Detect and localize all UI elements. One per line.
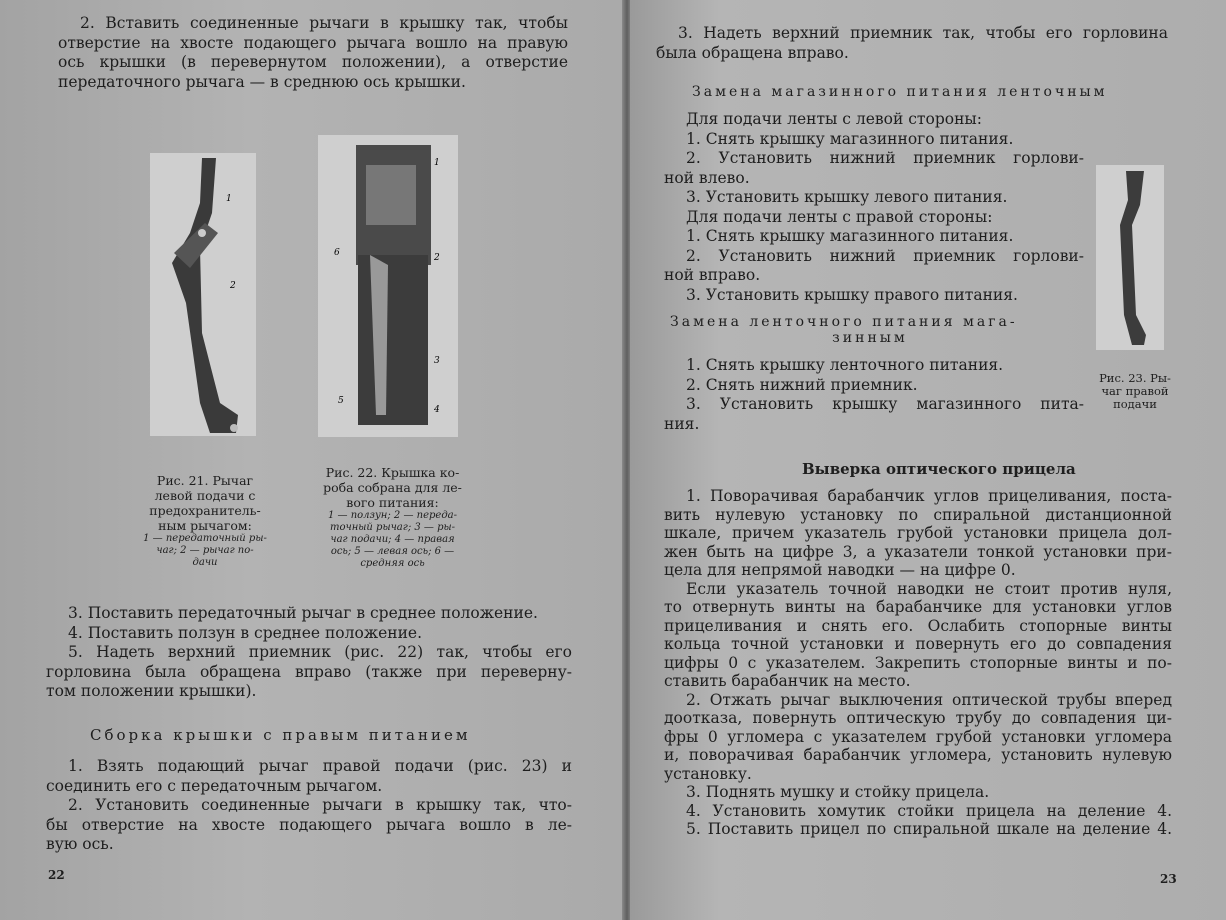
right-page (630, 0, 1226, 920)
text-line: горловина была обращена вправо (также при переверну- (46, 662, 572, 681)
figure-21-image (150, 153, 256, 436)
belt-to-magazine-steps (664, 356, 1084, 434)
text-line: ной вправо. (664, 266, 761, 284)
intro-paragraph (58, 14, 568, 92)
text-line: 1. Взять подающий рычаг правой подачи (рис. 23) и (68, 757, 572, 775)
legend-line: 1 — передаточный ры- (143, 533, 267, 544)
top-paragraph (656, 24, 1168, 63)
text-line: кольца точной установки и повернуть его до совпадения (664, 635, 1172, 653)
text-line: 5. Поставить прицел по спиральной шкале на деление 4. (686, 820, 1172, 838)
caption-line: Рис. 23. Ры- (1099, 371, 1171, 385)
text-line: 1. Поворачивая барабанчик углов прицеливания, поста- (686, 487, 1172, 505)
text-line: 2. Установить нижний приемник горлови- (686, 246, 1084, 265)
text-line: 3. Установить крышку левого питания. (686, 188, 1008, 206)
right-feed-lever-illustration (1096, 165, 1164, 350)
caption-line: Рис. 22. Крышка ко- (325, 465, 460, 480)
text-line: 3. Надеть верхний приемник так, чтобы его горловина (678, 24, 1168, 42)
page-number: 23 (1160, 872, 1177, 886)
legend-line: чаг подачи; 4 — правая (330, 534, 455, 545)
text-line: 3. Установить крышку правого питания. (686, 285, 1018, 304)
callout-label: 2 (230, 281, 236, 291)
optical-sight-alignment (664, 487, 1172, 839)
text-line: передаточного рычага — в среднюю ось крышки. (58, 72, 466, 91)
text-line: 3. Установить крышку магазинного пита- (686, 395, 1084, 413)
text-line: и, поворачивая барабанчик угломера, установить нулевую (664, 746, 1172, 764)
caption-line: подачи (1113, 397, 1157, 411)
text-line: ной влево. (664, 168, 750, 187)
text-line: 4. Установить хомутик стойки прицела на деление 4. (686, 801, 1172, 820)
caption-line: роба собрана для ле- (323, 480, 462, 495)
figure-22-caption (305, 465, 480, 570)
text-line: 2. Снять нижний приемник. (686, 375, 918, 394)
caption-line: ным рычагом: (158, 518, 252, 533)
text-line: вую ось. (46, 835, 114, 853)
text-line: 2. Установить нижний приемник горлови- (686, 149, 1084, 167)
text-line: цифры 0 с указателем. Закрепить стопорные винты и по- (664, 653, 1172, 672)
text-line: фры 0 угломера с указателем грубой установки угломера (664, 727, 1172, 746)
callout-label: 5 (338, 396, 344, 406)
steps-paragraph (46, 604, 572, 702)
text-line: ставить барабанчик на место. (664, 672, 911, 690)
text-line: Если указатель точной наводки не стоит против нуля, (686, 579, 1172, 598)
text-line: отверстие на хвосте подающего рычага вошло на правую (58, 33, 568, 52)
callout-label: 2 (434, 253, 440, 263)
page-number: 22 (48, 868, 65, 882)
text-line: цела для непрямой наводки — на цифре 0. (664, 561, 1016, 579)
text-line: 2. Установить соединенные рычаги в крышку так, что- (68, 796, 572, 814)
heading-line: Замена ленточного питания мага- (670, 314, 1018, 330)
callout-label: 1 (434, 158, 440, 168)
callout-label: 1 (226, 194, 232, 204)
lever-illustration (150, 153, 256, 436)
legend-line: 1 — ползун; 2 — переда- (327, 510, 457, 521)
cover-illustration (318, 135, 458, 437)
text-line: 1. Снять крышку ленточного питания. (686, 356, 1004, 374)
heading-line: зинным (832, 330, 908, 346)
assembly-paragraph (46, 757, 572, 855)
section-heading: Замена магазинного питания ленточным (692, 84, 1108, 100)
figure-21-caption (135, 473, 275, 569)
text-line: Для подачи ленты с левой стороны: (686, 110, 982, 128)
legend-line: чаг; 2 — рычаг по- (156, 545, 254, 556)
text-line: доотказа, повернуть оптическую трубу до совпадения ци- (664, 709, 1172, 727)
text-line: шкале, причем указатель грубой установки прицела дол- (664, 524, 1172, 542)
text-line: соединить его с передаточным рычагом. (46, 776, 383, 795)
caption-line: вого питания: (346, 495, 439, 510)
section-heading: Сборка крышки с правым питанием (90, 726, 471, 744)
caption-line: предохранитель- (149, 503, 261, 518)
callout-label: 4 (434, 405, 440, 415)
text-line: 4. Поставить ползун в среднее положение. (68, 623, 423, 642)
text-line: ния. (664, 414, 700, 433)
text-line: 2. Отжать рычаг выключения оптической трубы вперед (686, 690, 1172, 709)
section-heading (670, 314, 1070, 346)
section-heading: Выверка оптического прицела (802, 460, 1076, 478)
text-line: 5. Надеть верхний приемник (рис. 22) так, чтобы его (68, 643, 572, 661)
caption-line: левой подачи с (154, 488, 256, 503)
magazine-to-belt-steps (664, 110, 1084, 305)
text-line: была обращена вправо. (656, 43, 849, 62)
figure-23-caption (1090, 372, 1180, 411)
callout-label: 6 (334, 248, 340, 258)
text-line: жен быть на цифре 3, а указатели тонкой установки при- (664, 542, 1172, 561)
text-line: бы отверстие на хвосте подающего рычага вошло в ле- (46, 815, 572, 834)
text-line: прицеливания и снять его. Ослабить стопорные винты (664, 616, 1172, 635)
text-line: установку. (664, 764, 752, 783)
text-line: 3. Поднять мушку и стойку прицела. (686, 783, 990, 801)
legend-line: ось; 5 — левая ось; 6 — (330, 546, 455, 557)
text-line: 3. Поставить передаточный рычаг в среднее положение. (68, 604, 538, 622)
text-line: ось крышки (в перевернутом положении), а отверстие (58, 53, 568, 71)
legend-line: средняя ось (360, 558, 425, 569)
caption-line: чаг правой (1101, 384, 1169, 398)
text-line: вить нулевую установку по спиральной дистанционной (664, 505, 1172, 524)
figure-22-image (318, 135, 458, 437)
text-line: Для подачи ленты с правой стороны: (686, 207, 993, 226)
text-line: 1. Снять крышку магазинного питания. (686, 227, 1014, 245)
text-line: то отвернуть винты на барабанчике для установки углов (664, 598, 1172, 616)
legend-line: дачи (192, 557, 218, 568)
callout-label: 3 (434, 356, 440, 366)
text-line: том положении крышки). (46, 682, 257, 700)
text-line: 1. Снять крышку магазинного питания. (686, 129, 1014, 148)
caption-line: Рис. 21. Рычаг (156, 473, 254, 488)
legend-line: точный рычаг; 3 — ры- (329, 522, 456, 533)
text-line: 2. Вставить соединенные рычаги в крышку так, чтобы (80, 14, 568, 32)
figure-23-image (1096, 165, 1164, 350)
